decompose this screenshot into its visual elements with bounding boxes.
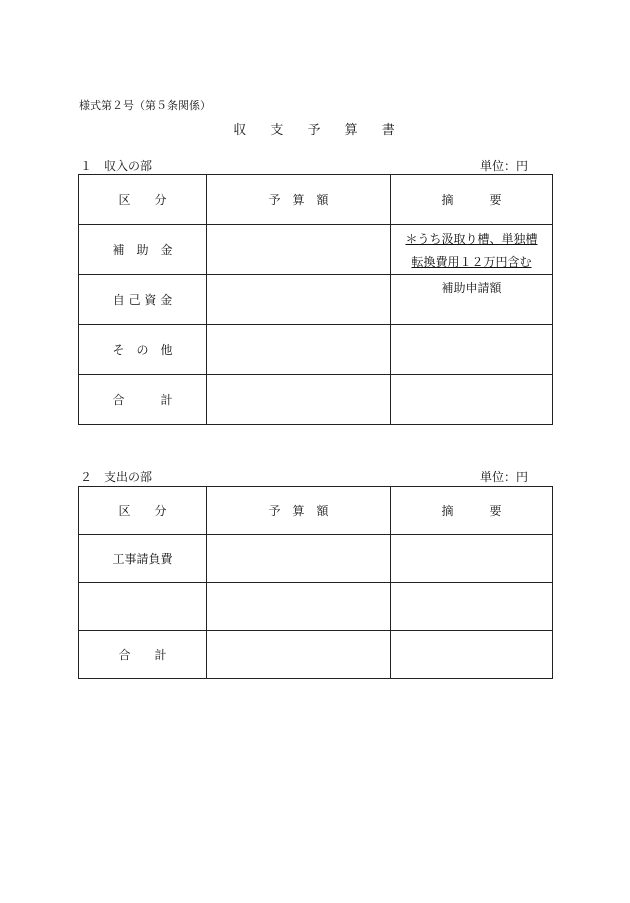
expense-amount-blank	[207, 583, 391, 631]
table-row	[79, 583, 553, 631]
income-category-total: 合 計	[79, 375, 207, 425]
expense-amount-construction	[207, 535, 391, 583]
expense-header-amount: 予 算 額	[207, 487, 391, 535]
income-note-own-funds: 補助申請額	[391, 275, 553, 325]
table-row	[79, 225, 553, 275]
income-header-row	[79, 175, 553, 225]
income-note-line-1: ＊うち汲取り槽、単独槽	[405, 231, 538, 246]
income-amount-total	[207, 375, 391, 425]
table-row	[79, 275, 553, 325]
expense-section-heading: ２ 支出の部	[80, 470, 153, 484]
expense-table	[78, 486, 553, 679]
table-row	[79, 375, 553, 425]
income-header-category: 区 分	[79, 175, 207, 225]
expense-category-construction: 工事請負費	[79, 535, 207, 583]
income-header-summary: 摘 要	[391, 175, 553, 225]
income-note-total	[391, 375, 553, 425]
income-amount-other	[207, 325, 391, 375]
expense-note-total	[391, 631, 553, 679]
expense-header-row	[79, 487, 553, 535]
form-number: 様式第２号（第５条関係）	[79, 99, 211, 112]
income-note-line-2: 転換費用１２万円含む	[411, 254, 532, 269]
income-section-heading: １ 収入の部	[80, 159, 153, 173]
document-title: 収 支 予 算 書	[233, 123, 405, 138]
table-row	[79, 535, 553, 583]
income-category-subsidy: 補 助 金	[79, 225, 207, 275]
income-category-other: そ の 他	[79, 325, 207, 375]
expense-header-category: 区 分	[79, 487, 207, 535]
income-table	[78, 174, 553, 425]
income-category-own-funds: 自 己 資 金	[79, 275, 207, 325]
expense-note-construction	[391, 535, 553, 583]
table-row	[79, 325, 553, 375]
table-row	[79, 631, 553, 679]
income-note-subsidy	[391, 225, 553, 275]
income-note-other	[391, 325, 553, 375]
income-unit-label: 単位：円	[480, 159, 529, 173]
income-amount-own-funds	[207, 275, 391, 325]
expense-amount-total	[207, 631, 391, 679]
income-amount-subsidy	[207, 225, 391, 275]
expense-header-summary: 摘 要	[391, 487, 553, 535]
income-header-amount: 予 算 額	[207, 175, 391, 225]
expense-note-blank	[391, 583, 553, 631]
expense-category-blank	[79, 583, 207, 631]
expense-unit-label: 単位：円	[480, 470, 529, 484]
expense-category-total: 合 計	[79, 631, 207, 679]
